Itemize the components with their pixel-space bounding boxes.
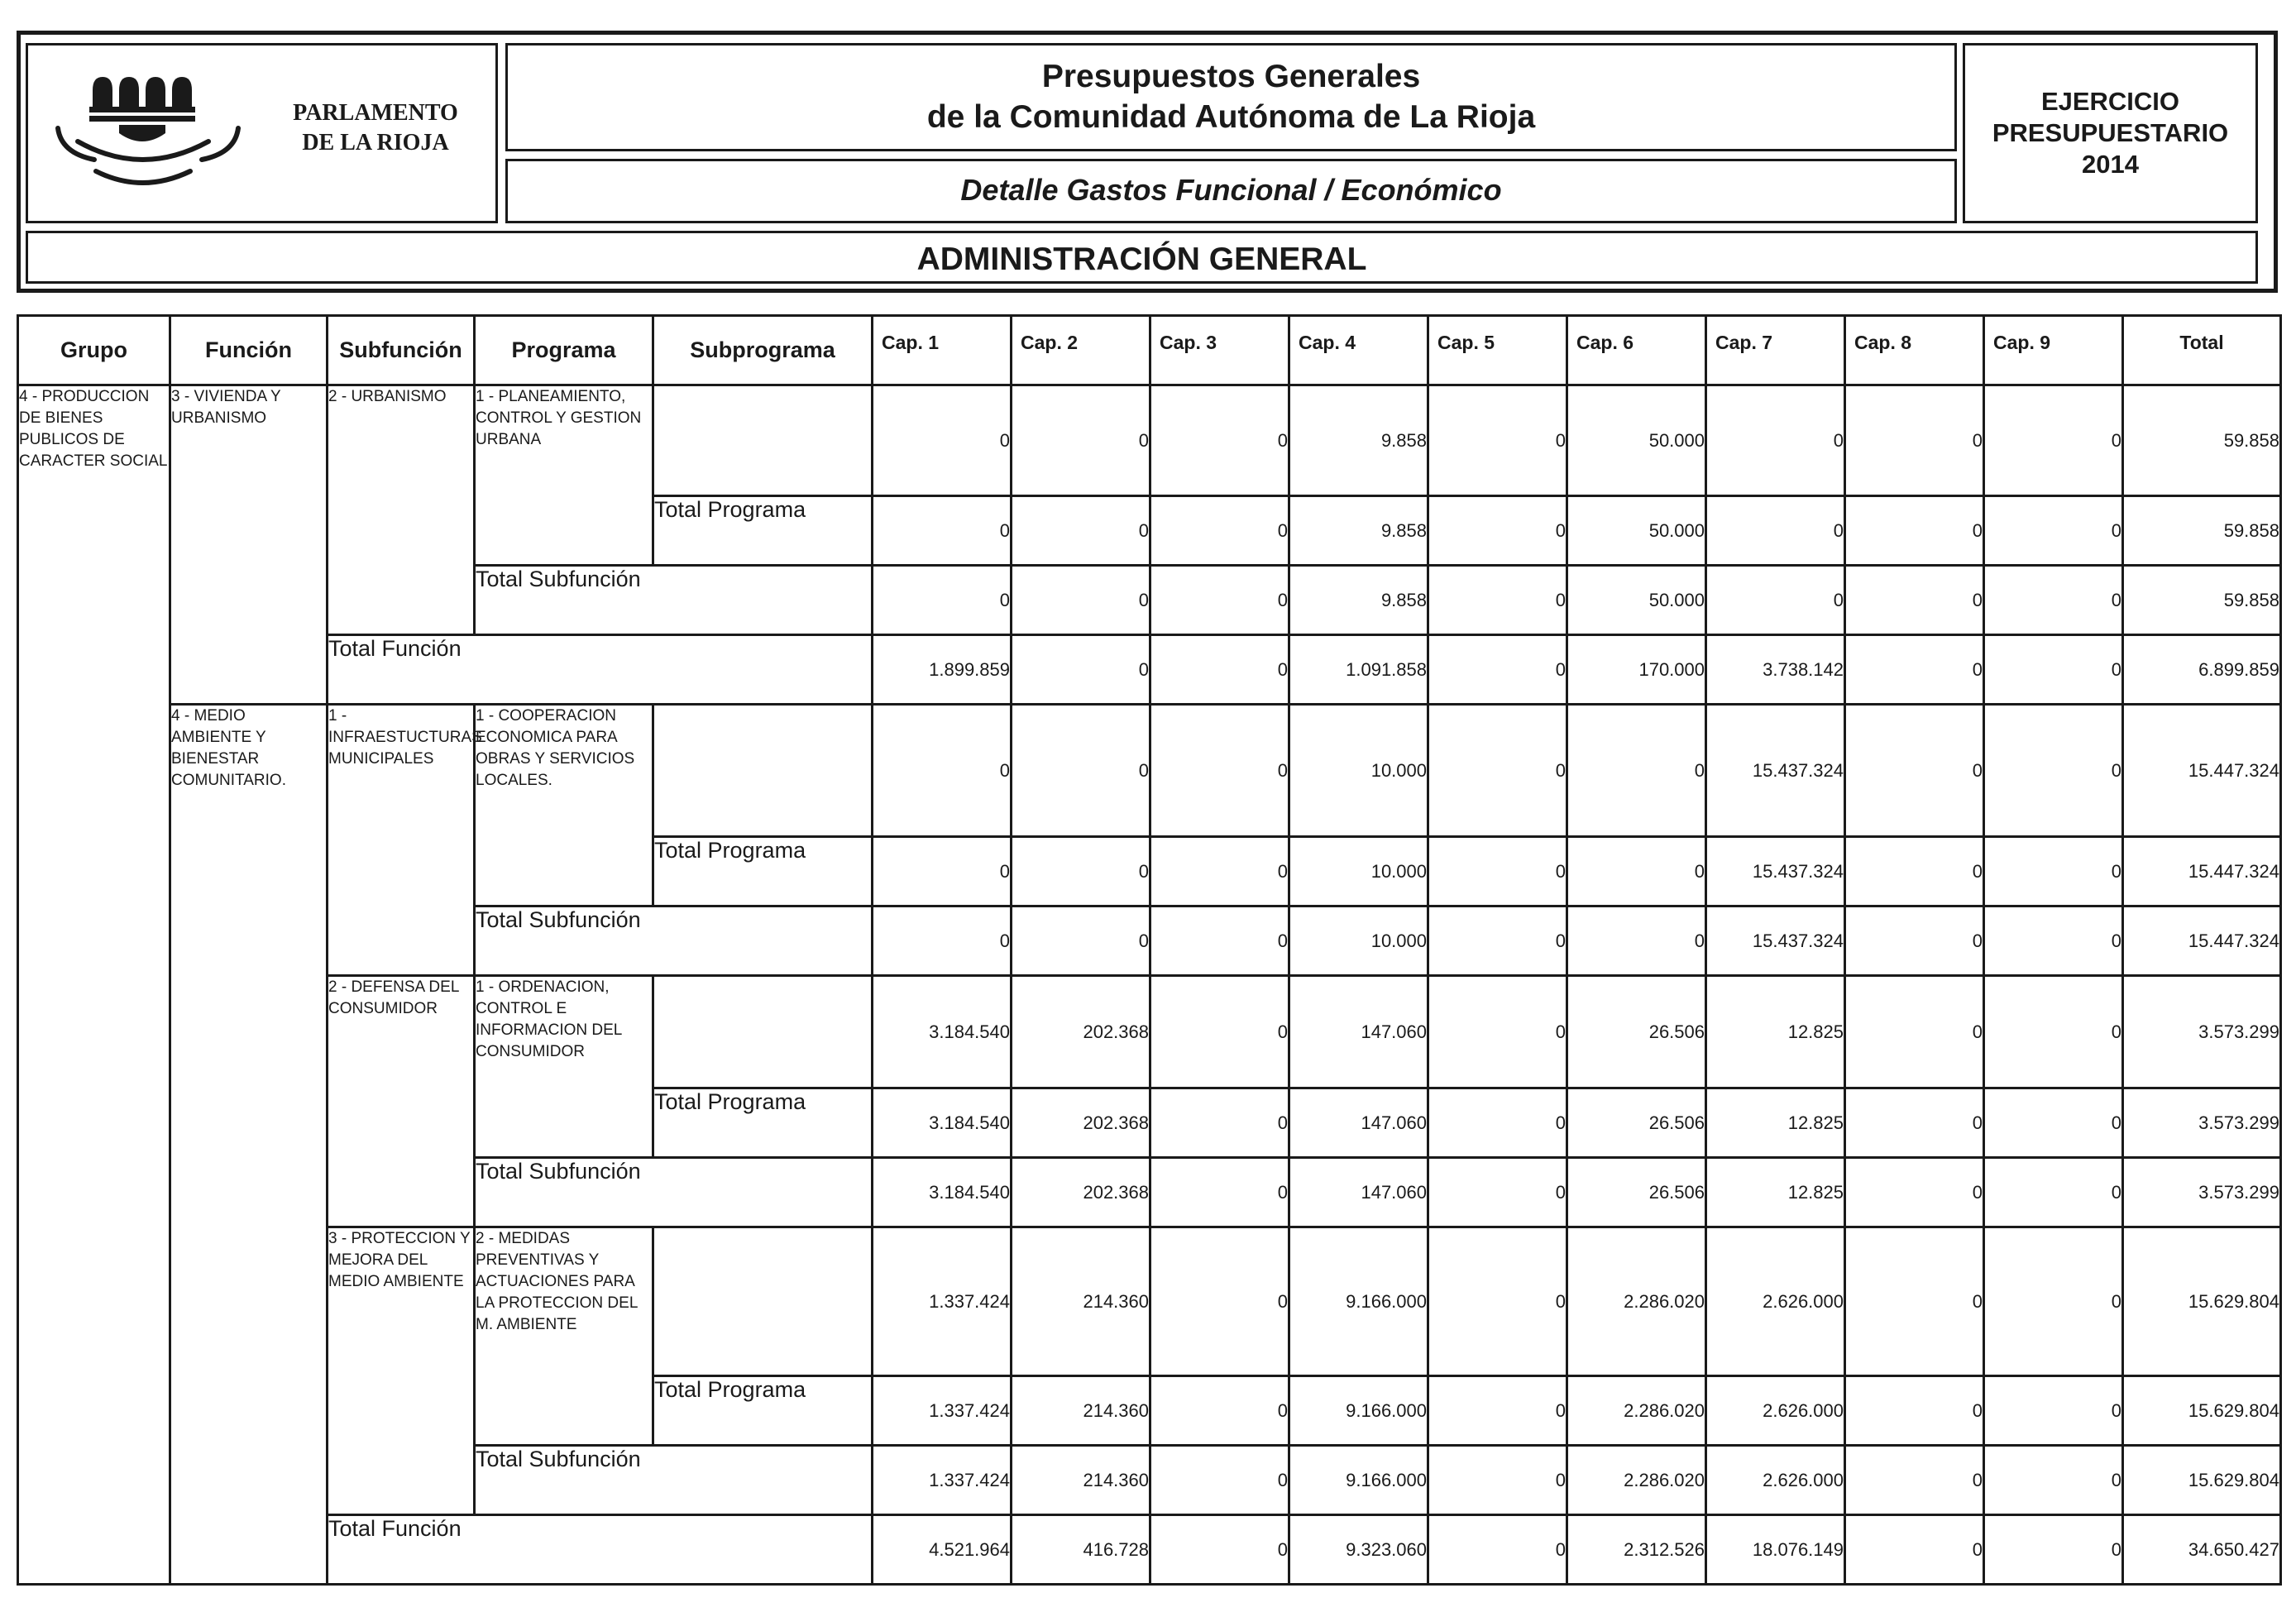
parliament-logo-icon: [53, 70, 243, 194]
cell-cap8: 0: [1845, 1376, 1984, 1446]
programa-cell: 1 - COOPERACION ECONOMICA PARA OBRAS Y SERVICIOS LOCALES.: [475, 705, 653, 906]
cell-cap2: 0: [1012, 906, 1150, 976]
cell-cap7: 0: [1706, 566, 1845, 635]
cell-total: 59.858: [2123, 385, 2281, 496]
cell-cap3: 0: [1150, 976, 1289, 1088]
cell-cap3: 0: [1150, 906, 1289, 976]
cell-cap3: 0: [1150, 1376, 1289, 1446]
subprograma-cell: [653, 705, 873, 837]
cell-cap6: 2.312.526: [1567, 1515, 1706, 1585]
fiscal-year-line-1: EJERCICIO: [2040, 87, 2180, 116]
page-subtitle: Detalle Gastos Funcional / Económico: [960, 173, 1502, 207]
cell-cap7: 0: [1706, 496, 1845, 566]
total-subfuncion-label: Total Subfunción: [475, 566, 873, 635]
cell-cap2: 0: [1012, 705, 1150, 837]
programa-cell: 2 - MEDIDAS PREVENTIVAS Y ACTUACIONES PARA LA PROTECCION DEL M. AMBIENTE: [475, 1227, 653, 1446]
cell-cap1: 3.184.540: [873, 976, 1012, 1088]
cell-cap9: 0: [1984, 1446, 2123, 1515]
cell-cap1: 1.337.424: [873, 1227, 1012, 1376]
cell-cap5: 0: [1428, 1515, 1567, 1585]
cell-cap7: 12.825: [1706, 976, 1845, 1088]
section-title: ADMINISTRACIÓN GENERAL: [916, 242, 1367, 277]
grupo-cell: 4 - PRODUCCION DE BIENES PUBLICOS DE CARACTER SOCIAL: [18, 385, 170, 1585]
cell-cap1: 1.899.859: [873, 635, 1012, 705]
cell-cap2: 0: [1012, 837, 1150, 906]
cell-cap4: 147.060: [1289, 1158, 1428, 1227]
programa-cell: 1 - ORDENACION, CONTROL E INFORMACION DEL CONSUMIDOR: [475, 976, 653, 1158]
cell-total: 15.447.324: [2123, 705, 2281, 837]
cell-cap1: 0: [873, 705, 1012, 837]
cell-cap3: 0: [1150, 1227, 1289, 1376]
cell-cap4: 1.091.858: [1289, 635, 1428, 705]
cell-cap6: 50.000: [1567, 566, 1706, 635]
cell-cap6: 26.506: [1567, 1088, 1706, 1158]
cell-cap1: 3.184.540: [873, 1088, 1012, 1158]
cell-cap4: 10.000: [1289, 906, 1428, 976]
title-panel: [505, 43, 1957, 151]
table-row-detail: [18, 1227, 2281, 1376]
cell-cap2: 202.368: [1012, 976, 1150, 1088]
cell-cap9: 0: [1984, 976, 2123, 1088]
table-row-total-funcion: [18, 635, 2281, 705]
cell-cap4: 9.166.000: [1289, 1446, 1428, 1515]
cell-cap3: 0: [1150, 635, 1289, 705]
cell-cap2: 214.360: [1012, 1446, 1150, 1515]
org-name-line-1: PARLAMENTO: [293, 100, 458, 126]
col-header-cap2: Cap. 2: [1012, 316, 1150, 385]
cell-cap9: 0: [1984, 566, 2123, 635]
cell-total: 15.447.324: [2123, 837, 2281, 906]
cell-cap4: 9.166.000: [1289, 1227, 1428, 1376]
table-row-detail: [18, 385, 2281, 496]
cell-cap9: 0: [1984, 837, 2123, 906]
cell-cap8: 0: [1845, 1515, 1984, 1585]
cell-cap1: 4.521.964: [873, 1515, 1012, 1585]
section-panel: [26, 231, 2258, 284]
cell-cap7: 15.437.324: [1706, 906, 1845, 976]
cell-cap5: 0: [1428, 976, 1567, 1088]
cell-cap4: 9.858: [1289, 496, 1428, 566]
cell-cap7: 3.738.142: [1706, 635, 1845, 705]
subtitle-panel: [505, 159, 1957, 223]
table-row-detail: [18, 705, 2281, 837]
cell-cap8: 0: [1845, 1446, 1984, 1515]
budget-table-wrapper: [17, 314, 2279, 1586]
cell-cap9: 0: [1984, 1515, 2123, 1585]
cell-cap2: 202.368: [1012, 1088, 1150, 1158]
cell-cap2: 214.360: [1012, 1227, 1150, 1376]
cell-total: 15.629.804: [2123, 1376, 2281, 1446]
budget-table-body: [18, 385, 2281, 1585]
cell-cap6: 0: [1567, 906, 1706, 976]
cell-cap5: 0: [1428, 385, 1567, 496]
subfuncion-cell: 1 - INFRAESTUCTURAS MUNICIPALES: [328, 705, 475, 976]
cell-cap7: 2.626.000: [1706, 1227, 1845, 1376]
cell-cap9: 0: [1984, 1158, 2123, 1227]
cell-cap4: 147.060: [1289, 1088, 1428, 1158]
subprograma-cell: [653, 976, 873, 1088]
cell-cap5: 0: [1428, 1158, 1567, 1227]
col-header-cap9: Cap. 9: [1984, 316, 2123, 385]
cell-cap2: 0: [1012, 566, 1150, 635]
cell-cap6: 2.286.020: [1567, 1227, 1706, 1376]
cell-cap8: 0: [1845, 906, 1984, 976]
total-programa-label: Total Programa: [653, 1088, 873, 1158]
col-header-grupo: Grupo: [18, 316, 170, 385]
cell-cap5: 0: [1428, 1227, 1567, 1376]
cell-cap9: 0: [1984, 496, 2123, 566]
logo-panel: [26, 43, 498, 223]
cell-cap7: 12.825: [1706, 1158, 1845, 1227]
cell-cap2: 0: [1012, 496, 1150, 566]
cell-cap1: 1.337.424: [873, 1446, 1012, 1515]
cell-cap8: 0: [1845, 566, 1984, 635]
cell-cap1: 0: [873, 566, 1012, 635]
cell-cap8: 0: [1845, 1158, 1984, 1227]
cell-cap7: 18.076.149: [1706, 1515, 1845, 1585]
col-header-cap7: Cap. 7: [1706, 316, 1845, 385]
cell-cap5: 0: [1428, 635, 1567, 705]
col-header-programa: Programa: [475, 316, 653, 385]
cell-cap6: 170.000: [1567, 635, 1706, 705]
programa-cell: 1 - PLANEAMIENTO, CONTROL Y GESTION URBANA: [475, 385, 653, 566]
cell-cap6: 2.286.020: [1567, 1446, 1706, 1515]
cell-cap9: 0: [1984, 705, 2123, 837]
fiscal-year-panel: [1963, 43, 2258, 223]
budget-table: [17, 314, 2282, 1586]
cell-cap9: 0: [1984, 906, 2123, 976]
cell-total: 59.858: [2123, 566, 2281, 635]
cell-cap8: 0: [1845, 1227, 1984, 1376]
col-header-funcion: Función: [170, 316, 328, 385]
cell-cap8: 0: [1845, 1088, 1984, 1158]
total-programa-label: Total Programa: [653, 837, 873, 906]
cell-cap1: 1.337.424: [873, 1376, 1012, 1446]
cell-cap3: 0: [1150, 837, 1289, 906]
cell-cap5: 0: [1428, 1376, 1567, 1446]
cell-cap8: 0: [1845, 976, 1984, 1088]
cell-cap8: 0: [1845, 837, 1984, 906]
table-row-total-funcion: [18, 1515, 2281, 1585]
cell-cap9: 0: [1984, 1376, 2123, 1446]
col-header-cap1: Cap. 1: [873, 316, 1012, 385]
cell-cap8: 0: [1845, 635, 1984, 705]
cell-cap4: 9.323.060: [1289, 1515, 1428, 1585]
cell-cap6: 0: [1567, 705, 1706, 837]
cell-cap2: 214.360: [1012, 1376, 1150, 1446]
total-funcion-label: Total Función: [328, 1515, 873, 1585]
cell-cap8: 0: [1845, 496, 1984, 566]
cell-cap1: 3.184.540: [873, 1158, 1012, 1227]
funcion-cell: 3 - VIVIENDA Y URBANISMO: [170, 385, 328, 705]
page-title-line-1: Presupuestos Generales: [1041, 59, 1421, 94]
cell-cap1: 0: [873, 837, 1012, 906]
cell-cap5: 0: [1428, 1446, 1567, 1515]
cell-cap3: 0: [1150, 1446, 1289, 1515]
total-funcion-label: Total Función: [328, 635, 873, 705]
total-programa-label: Total Programa: [653, 496, 873, 566]
cell-cap9: 0: [1984, 1088, 2123, 1158]
cell-cap7: 2.626.000: [1706, 1376, 1845, 1446]
cell-cap7: 15.437.324: [1706, 705, 1845, 837]
page-title-line-2: de la Comunidad Autónoma de La Rioja: [926, 99, 1536, 135]
cell-cap3: 0: [1150, 385, 1289, 496]
col-header-cap5: Cap. 5: [1428, 316, 1567, 385]
total-subfuncion-label: Total Subfunción: [475, 1446, 873, 1515]
cell-cap9: 0: [1984, 1227, 2123, 1376]
cell-cap4: 10.000: [1289, 705, 1428, 837]
cell-cap1: 0: [873, 496, 1012, 566]
cell-cap3: 0: [1150, 496, 1289, 566]
subprograma-cell: [653, 385, 873, 496]
cell-cap2: 202.368: [1012, 1158, 1150, 1227]
cell-cap6: 26.506: [1567, 1158, 1706, 1227]
cell-cap4: 10.000: [1289, 837, 1428, 906]
cell-cap6: 50.000: [1567, 385, 1706, 496]
cell-cap6: 26.506: [1567, 976, 1706, 1088]
cell-cap8: 0: [1845, 385, 1984, 496]
cell-cap5: 0: [1428, 496, 1567, 566]
table-header-row: [18, 316, 2281, 385]
col-header-subfuncion: Subfunción: [328, 316, 475, 385]
col-header-total: Total: [2123, 316, 2281, 385]
col-header-cap3: Cap. 3: [1150, 316, 1289, 385]
cell-total: 6.899.859: [2123, 635, 2281, 705]
cell-total: 15.629.804: [2123, 1446, 2281, 1515]
cell-cap7: 15.437.324: [1706, 837, 1845, 906]
cell-cap7: 0: [1706, 385, 1845, 496]
cell-total: 34.650.427: [2123, 1515, 2281, 1585]
cell-cap2: 0: [1012, 635, 1150, 705]
cell-cap5: 0: [1428, 705, 1567, 837]
cell-cap5: 0: [1428, 906, 1567, 976]
subfuncion-cell: 2 - DEFENSA DEL CONSUMIDOR: [328, 976, 475, 1227]
total-subfuncion-label: Total Subfunción: [475, 1158, 873, 1227]
cell-cap4: 147.060: [1289, 976, 1428, 1088]
cell-cap1: 0: [873, 385, 1012, 496]
cell-cap5: 0: [1428, 837, 1567, 906]
cell-total: 15.629.804: [2123, 1227, 2281, 1376]
cell-total: 3.573.299: [2123, 1158, 2281, 1227]
table-row-detail: [18, 976, 2281, 1088]
cell-cap4: 9.166.000: [1289, 1376, 1428, 1446]
cell-cap4: 9.858: [1289, 385, 1428, 496]
cell-cap6: 0: [1567, 837, 1706, 906]
cell-cap9: 0: [1984, 385, 2123, 496]
col-header-cap6: Cap. 6: [1567, 316, 1706, 385]
cell-cap2: 416.728: [1012, 1515, 1150, 1585]
cell-total: 15.447.324: [2123, 906, 2281, 976]
cell-cap4: 9.858: [1289, 566, 1428, 635]
cell-cap3: 0: [1150, 1088, 1289, 1158]
fiscal-year-line-2: PRESUPUESTARIO: [1992, 118, 2229, 147]
org-name-line-2: DE LA RIOJA: [302, 130, 449, 155]
fiscal-year-value: 2014: [2082, 150, 2139, 179]
col-header-cap4: Cap. 4: [1289, 316, 1428, 385]
funcion-cell: 4 - MEDIO AMBIENTE Y BIENESTAR COMUNITARIO.: [170, 705, 328, 1585]
cell-cap6: 50.000: [1567, 496, 1706, 566]
subfuncion-cell: 3 - PROTECCION Y MEJORA DEL MEDIO AMBIENTE: [328, 1227, 475, 1515]
cell-cap3: 0: [1150, 566, 1289, 635]
subprograma-cell: [653, 1227, 873, 1376]
total-subfuncion-label: Total Subfunción: [475, 906, 873, 976]
col-header-subprograma: Subprograma: [653, 316, 873, 385]
cell-cap9: 0: [1984, 635, 2123, 705]
cell-total: 3.573.299: [2123, 976, 2281, 1088]
cell-cap7: 12.825: [1706, 1088, 1845, 1158]
cell-cap3: 0: [1150, 705, 1289, 837]
cell-cap5: 0: [1428, 1088, 1567, 1158]
cell-cap3: 0: [1150, 1515, 1289, 1585]
cell-total: 59.858: [2123, 496, 2281, 566]
cell-cap5: 0: [1428, 566, 1567, 635]
cell-cap7: 2.626.000: [1706, 1446, 1845, 1515]
cell-cap3: 0: [1150, 1158, 1289, 1227]
col-header-cap8: Cap. 8: [1845, 316, 1984, 385]
cell-cap2: 0: [1012, 385, 1150, 496]
cell-cap8: 0: [1845, 705, 1984, 837]
total-programa-label: Total Programa: [653, 1376, 873, 1446]
subfuncion-cell: 2 - URBANISMO: [328, 385, 475, 635]
cell-cap1: 0: [873, 906, 1012, 976]
cell-total: 3.573.299: [2123, 1088, 2281, 1158]
cell-cap6: 2.286.020: [1567, 1376, 1706, 1446]
